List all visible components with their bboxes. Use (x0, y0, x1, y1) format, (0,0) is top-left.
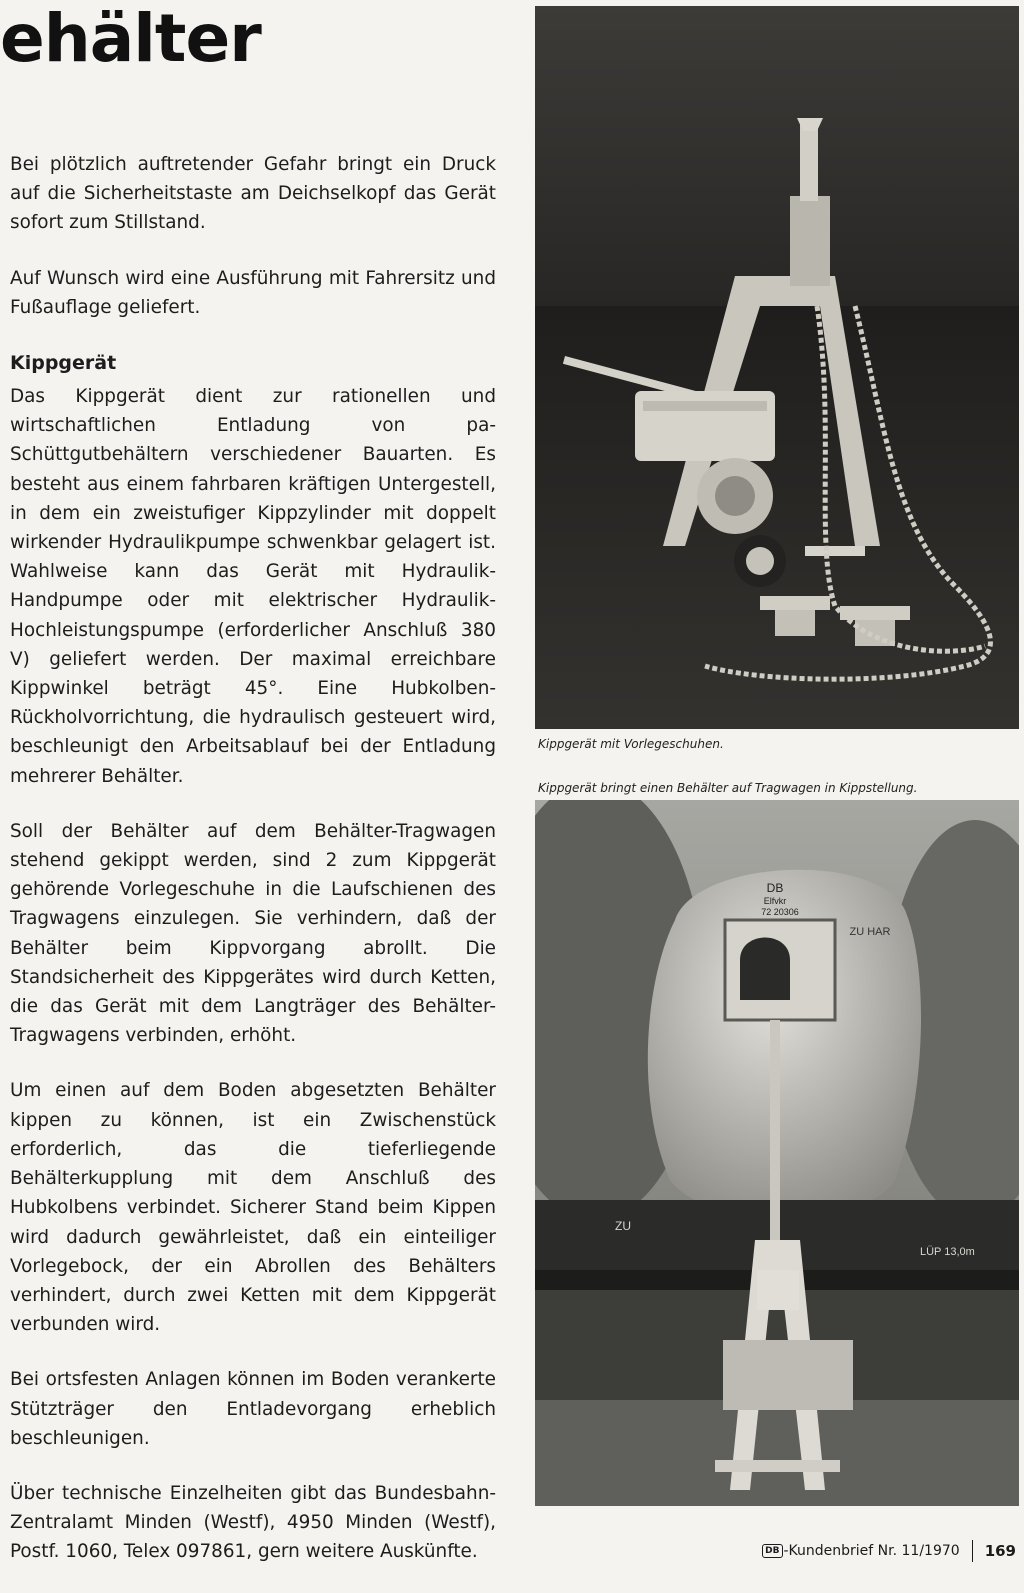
page-title: ehälter (0, 0, 261, 77)
paragraph-contact: Über technische Einzelheiten gibt das Bundesbahn-Zentralamt Minden (Westf), 4950 Minden (Westf), Postf. 1060, Telex 097861, gern weitere Auskünfte. (10, 1482, 496, 1563)
photo-kippgeraet (535, 6, 1019, 729)
paragraph-stuetztraeger: Bei ortsfesten Anlagen können im Boden verankerte Stützträger den Entladevorgang erheblich beschleunigen. (10, 1369, 496, 1449)
paragraph-seat-option: Auf Wunsch wird eine Ausführung mit Fahrersitz und Fußauflage geliefert. (10, 267, 496, 318)
tank-label-class: Elfvkr (763, 896, 787, 906)
caption-photo-1: Kippgerät mit Vorlegeschuhen. (538, 737, 724, 751)
caption-photo-2: Kippgerät bringt einen Behälter auf Tragwagen in Kippstellung. (538, 781, 918, 795)
page-footer (762, 1540, 1016, 1562)
tank-label-side: ZU HAR (849, 926, 891, 938)
tank-label-number: 72 20306 (761, 907, 799, 917)
footer-divider (972, 1540, 973, 1562)
wagon-label-zu: ZU (615, 1219, 631, 1233)
article-body (10, 150, 496, 1593)
paragraph-kippgeraet: Das Kippgerät dient zur rationellen und wirtschaftlichen Entladung von pa-Schüttgutbehältern verschiedener Bauarten. Es besteht aus einem fahrbaren kräftigen Untergestell, in dem ein zweistufiger Kippzylinder mit doppelt wirkender Hydraulikpumpe schwenkbar gelagert ist. Wahlweise kann das Gerät mit Hydraulik-Handpumpe oder mit elektrischer Hydraulik-Hochleistungspumpe (erforderlicher Anschluß 380 V) geliefert werden. Der maximal erreichbare Kippwinkel beträgt 45°. Eine Hubkolben-Rückholvorrichtung, die hydraulisch gesteuert wird, beschleunigt den Arbeitsablauf bei der Entladung mehrerer Behälter. (10, 386, 496, 787)
paragraph-safety: Bei plötzlich auftretender Gefahr bringt ein Druck auf die Sicherheitstaste am Deichselkopf das Gerät sofort zum Stillstand. (10, 154, 496, 234)
page-number: 169 (984, 1542, 1016, 1560)
wagon-label-luep: LÜP 13,0m (920, 1246, 975, 1258)
section-heading: Kippgerät (10, 352, 117, 375)
photo-behaelter-kippstellung (535, 800, 1019, 1506)
db-logo: DB (762, 1544, 782, 1558)
paragraph-zwischenstueck: Um einen auf dem Boden abgesetzten Behälter kippen zu können, ist ein Zwischenstück erforderlich, das die tieferliegende Behälterkupplung mit dem Anschluß des Hubkolbens verbindet. Sicherer Stand beim Kippen wird dadurch gewährleistet, daß ein einteiliger Vorlegebock, der ein Abrollen des Behälters verhindert, durch zwei Ketten mit dem Kippgerät verbunden wird. (10, 1080, 496, 1336)
publication-title: -Kundenbrief Nr. 11/1970 (783, 1543, 960, 1559)
tank-label-db: DB (766, 881, 784, 895)
paragraph-vorlegeschuhe: Soll der Behälter auf dem Behälter-Tragwagen stehend gekippt werden, sind 2 zum Kippgerät gehörende Vorlegeschuhe in die Laufschienen des Tragwagens einzulegen. Sie verhindern, daß der Behälter beim Kippvorgang abrollt. Die Standsicherheit des Kippgerätes wird durch Ketten, die das Gerät mit dem Langträger des Behälter-Tragwagens verbinden, erhöht. (10, 820, 496, 1047)
